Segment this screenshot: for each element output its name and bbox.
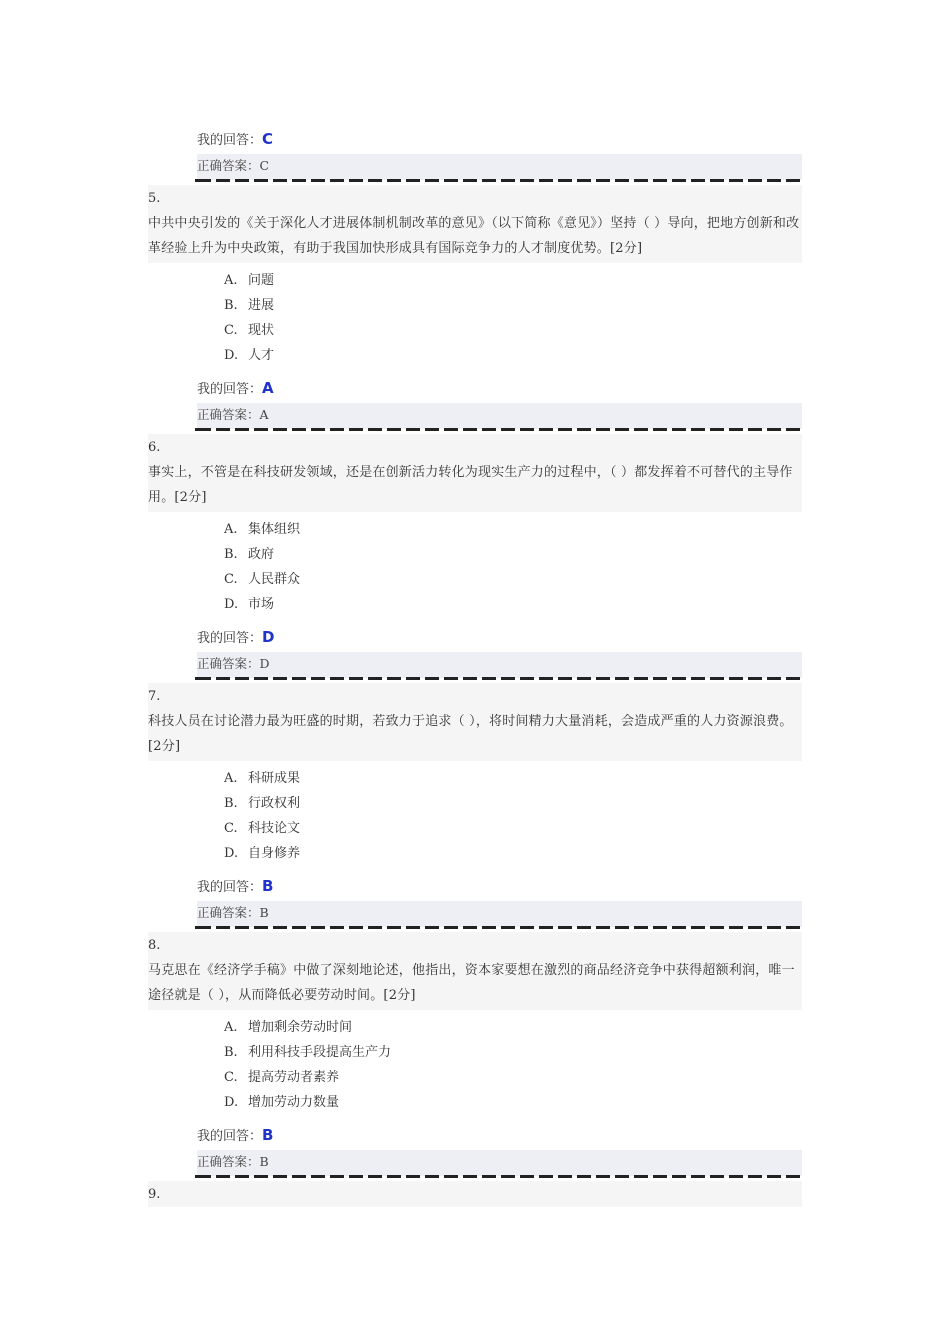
question-8 — [148, 932, 802, 1010]
correct-answer-label: 正确答案： — [197, 656, 260, 671]
option-b[interactable]: B. 进展 — [224, 298, 275, 313]
my-answer-label: 我的回答： — [197, 133, 263, 148]
question-number: 8. — [148, 938, 161, 953]
dashed-divider — [197, 1175, 802, 1178]
dashed-divider — [197, 677, 802, 680]
my-answer-value: A — [262, 379, 274, 397]
my-answer-row — [197, 1122, 802, 1148]
correct-answer-row — [197, 901, 802, 927]
correct-answer-value: D — [259, 656, 270, 671]
my-answer-row — [197, 375, 802, 401]
option-c[interactable]: C. 科技论文 — [224, 821, 301, 836]
my-answer-label: 我的回答： — [197, 631, 263, 646]
option-c[interactable]: C. 人民群众 — [224, 572, 301, 587]
my-answer-row — [197, 873, 802, 899]
option-b[interactable]: B. 利用科技手段提高生产力 — [224, 1045, 392, 1060]
correct-answer-value: A — [259, 407, 269, 422]
option-d[interactable]: D. 增加劳动力数量 — [224, 1095, 340, 1110]
correct-answer-value: C — [259, 158, 270, 173]
correct-answer-row — [197, 403, 802, 429]
my-answer-label: 我的回答： — [197, 1129, 263, 1144]
options-list — [224, 517, 624, 617]
option-d[interactable]: D. 人才 — [224, 348, 275, 363]
my-answer-value: C — [262, 130, 274, 148]
question-number: 9. — [148, 1187, 161, 1202]
question-number: 5. — [148, 191, 161, 206]
dashed-divider — [197, 926, 802, 929]
option-a[interactable]: A. 集体组织 — [224, 522, 301, 537]
question-9 — [148, 1181, 802, 1207]
options-list — [224, 766, 624, 866]
correct-answer-row — [197, 1150, 802, 1176]
my-answer-value: D — [262, 628, 275, 646]
correct-answer-value: B — [259, 1154, 269, 1169]
correct-answer-label: 正确答案： — [197, 905, 260, 920]
option-b[interactable]: B. 行政权利 — [224, 796, 301, 811]
question-text: 科技人员在讨论潜力最为旺盛的时期，若致力于追求（ ），将时间精力大量消耗，会造成严重的人力资源浪费。[2分] — [148, 714, 793, 754]
my-answer-label: 我的回答： — [197, 382, 263, 397]
option-d[interactable]: D. 自身修养 — [224, 846, 301, 861]
option-a[interactable]: A. 增加剩余劳动时间 — [224, 1020, 353, 1035]
option-a[interactable]: A. 问题 — [224, 273, 275, 288]
question-6 — [148, 434, 802, 512]
question-5 — [148, 185, 802, 263]
option-c[interactable]: C. 提高劳动者素养 — [224, 1070, 340, 1085]
my-answer-row — [197, 624, 802, 650]
dashed-divider — [197, 428, 802, 431]
dashed-divider — [197, 179, 802, 182]
option-d[interactable]: D. 市场 — [224, 597, 275, 612]
question-number: 6. — [148, 440, 161, 455]
correct-answer-label: 正确答案： — [197, 407, 260, 422]
my-answer-value: B — [262, 1126, 274, 1144]
correct-answer-label: 正确答案： — [197, 158, 260, 173]
my-answer-value: B — [262, 877, 274, 895]
correct-answer-value: B — [259, 905, 269, 920]
correct-answer-row — [197, 652, 802, 678]
option-b[interactable]: B. 政府 — [224, 547, 275, 562]
options-list — [224, 268, 624, 368]
question-text: 马克思在《经济学手稿》中做了深刻地论述，他指出，资本家要想在激烈的商品经济竞争中获得超额利润，唯一途径就是（ ），从而降低必要劳动时间。[2分] — [148, 963, 795, 1003]
options-list — [224, 1015, 624, 1115]
option-a[interactable]: A. 科研成果 — [224, 771, 301, 786]
correct-answer-row — [197, 154, 802, 180]
correct-answer-label: 正确答案： — [197, 1154, 260, 1169]
question-text: 事实上，不管是在科技研发领域，还是在创新活力转化为现实生产力的过程中，（ ）都发挥着不可替代的主导作用。[2分] — [148, 465, 793, 505]
question-text: 中共中央引发的《关于深化人才进展体制机制改革的意见》（以下简称《意见》）坚持（ ）导向，把地方创新和改革经验上升为中央政策，有助于我国加快形成具有国际竞争力的人才制度优势。[2分] — [148, 216, 800, 256]
question-number: 7. — [148, 689, 161, 704]
option-c[interactable]: C. 现状 — [224, 323, 275, 338]
question-7 — [148, 683, 802, 761]
my-answer-row — [197, 126, 802, 152]
my-answer-label: 我的回答： — [197, 880, 263, 895]
